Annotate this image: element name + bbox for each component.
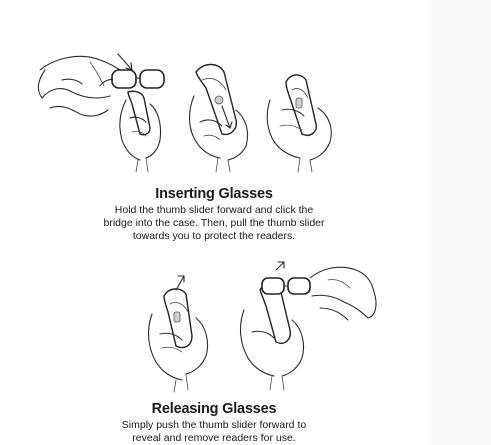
caption-line: Simply push the thumb slider forward to <box>121 419 307 431</box>
illustration-insert-step-1 <box>38 54 164 172</box>
caption-line: bridge into the case. Then, pull the thumb slider <box>103 217 325 229</box>
illustration-release-step-2 <box>241 262 376 390</box>
illustration-insert-step-2 <box>190 65 248 173</box>
illustration-release-step-1 <box>149 276 208 392</box>
section-title-inserting: Inserting Glasses <box>155 186 273 202</box>
section-title-releasing: Releasing Glasses <box>151 401 277 417</box>
section-caption-inserting <box>0 204 428 243</box>
caption-line: towards you to protect the readers. <box>132 230 296 242</box>
caption-line: reveal and remove readers for use. <box>132 432 296 444</box>
section-caption-releasing <box>0 419 428 445</box>
illustration-insert-step-3 <box>267 75 331 172</box>
caption-line: Hold the thumb slider forward and click the <box>114 204 314 216</box>
